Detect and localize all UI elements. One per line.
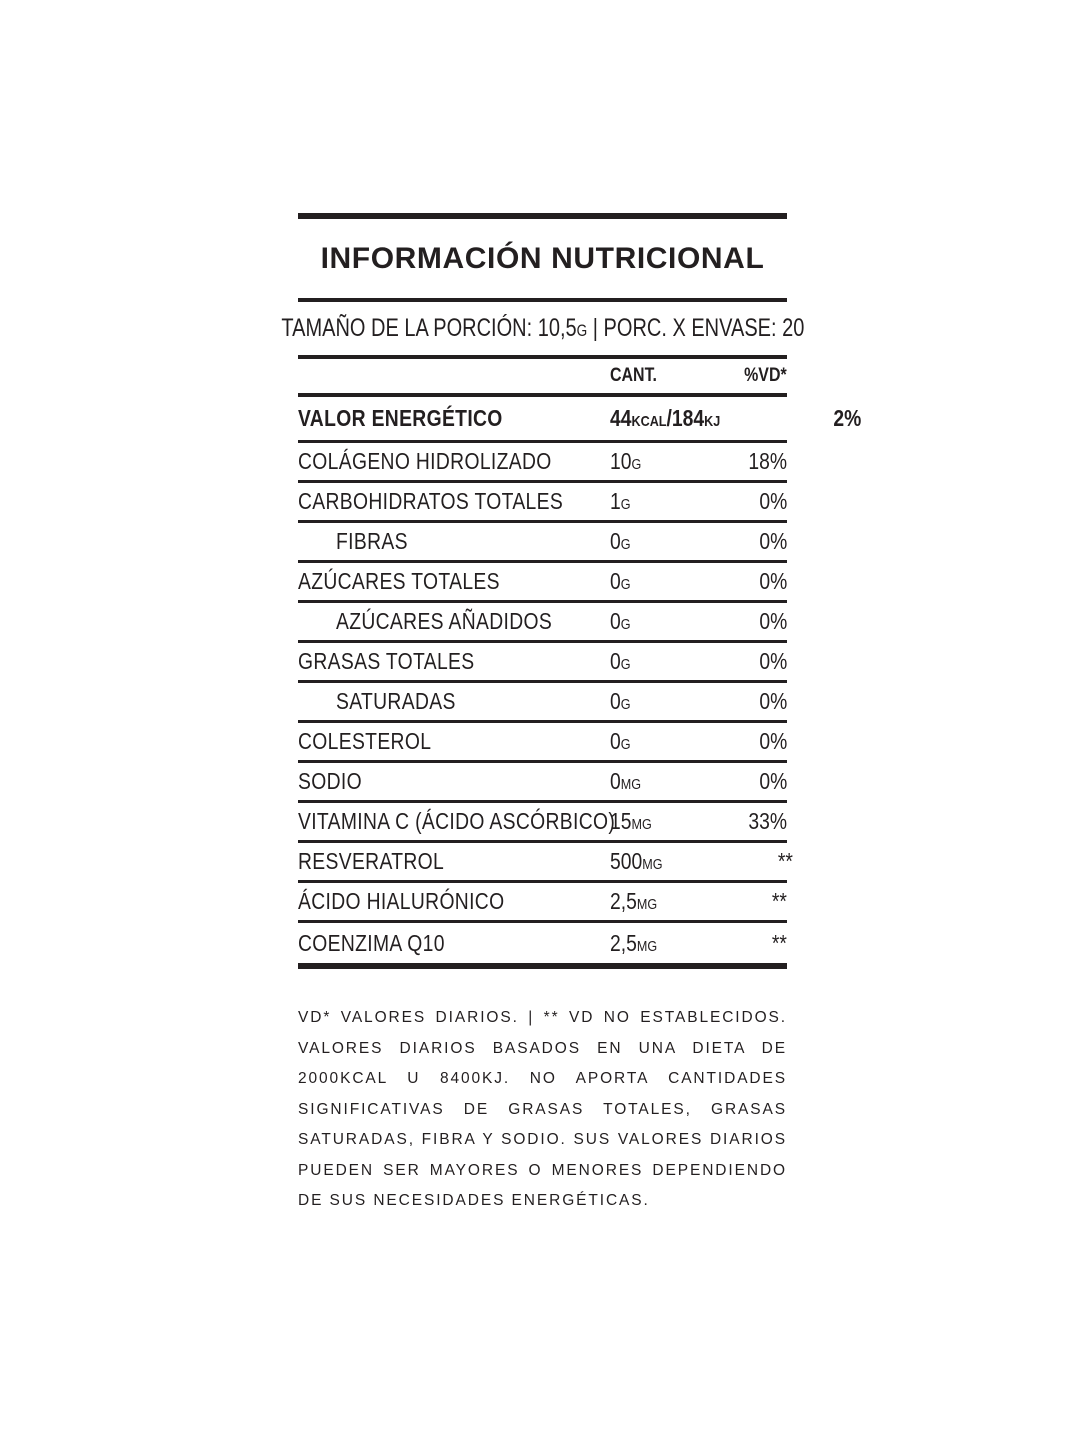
nutrient-amount-text [610, 405, 720, 432]
nutrient-label-text: COLÁGENO HIDROLIZADO [298, 448, 552, 474]
nutrient-amount-text [610, 728, 631, 755]
unit-text: KJ [704, 413, 721, 430]
nutrient-daily-value-text: 0% [759, 648, 787, 674]
nutrition-facts-panel [281, 213, 862, 1217]
value-text: 0 [610, 728, 621, 754]
nutrient-label-text: FIBRAS [336, 528, 408, 554]
nutrient-label [298, 648, 610, 675]
panel-title [298, 219, 787, 302]
value-text: | PORC. X ENVASE: 20 [586, 314, 805, 342]
value-text: 0 [610, 648, 621, 674]
nutrient-amount-text [610, 848, 663, 875]
nutrient-label-text: VALOR ENERGÉTICO [298, 405, 503, 431]
nutrient-daily-value [673, 848, 793, 875]
nutrient-daily-value-text: 0% [759, 768, 787, 794]
nutrient-daily-value [667, 568, 787, 595]
value-text: 0 [610, 688, 621, 714]
nutrient-daily-value [667, 930, 787, 957]
column-header-vd [667, 365, 787, 387]
table-header-row [298, 359, 787, 397]
nutrient-label [298, 488, 610, 515]
value-text: 0 [610, 528, 621, 554]
nutrient-amount [610, 488, 667, 515]
value-text: 500 [610, 848, 643, 874]
nutrient-amount-text [610, 930, 657, 957]
nutrient-amount [610, 448, 667, 475]
nutrient-daily-value [667, 648, 787, 675]
nutrient-amount-text [610, 608, 631, 635]
nutrient-daily-value [667, 688, 787, 715]
unit-text: MG [631, 816, 652, 833]
nutrient-daily-value-text: 0% [759, 608, 787, 634]
nutrient-amount [610, 568, 667, 595]
unit-text: G [620, 736, 631, 753]
table-row [298, 563, 787, 603]
panel-title-text: INFORMACIÓN NUTRICIONAL [320, 241, 765, 275]
nutrient-label [298, 568, 610, 595]
table-row [298, 683, 787, 723]
table-row [298, 397, 862, 443]
nutrient-amount [610, 405, 741, 432]
value-text: 0 [610, 568, 621, 594]
nutrient-label-text: CARBOHIDRATOS TOTALES [298, 488, 564, 514]
unit-text: G [631, 456, 642, 473]
nutrient-amount [610, 688, 667, 715]
column-header-vd-text: %VD* [744, 365, 787, 386]
nutrient-label-text: COLESTEROL [298, 728, 432, 754]
table-row [298, 523, 787, 563]
nutrient-label-text: ÁCIDO HIALURÓNICO [298, 888, 505, 914]
nutrient-label-text: SATURADAS [336, 688, 456, 714]
nutrient-amount [610, 728, 667, 755]
nutrient-label [298, 848, 610, 875]
nutrient-amount [610, 848, 673, 875]
nutrient-daily-value [667, 808, 787, 835]
nutrient-label [298, 528, 610, 555]
table-row [298, 443, 787, 483]
nutrient-daily-value [667, 768, 787, 795]
nutrient-amount-text [610, 528, 631, 555]
nutrient-amount-text [610, 768, 641, 795]
table-row [298, 603, 787, 643]
unit-text: G [620, 656, 631, 673]
nutrient-amount-text [610, 568, 631, 595]
nutrient-daily-value [667, 448, 787, 475]
nutrient-label-text: AZÚCARES AÑADIDOS [336, 608, 553, 634]
value-text: 10 [610, 448, 632, 474]
footnote: VD* VALORES DIARIOS. | ** VD NO ESTABLECIDOS. VALORES DIARIOS BASADOS EN UNA DIETA DE 2000KCAL U 8400KJ. NO APORTA CANTIDADES SIGNIFICATIVAS DE GRASAS TOTALES, GRASAS SATURADAS, FIBRA Y SODIO. SUS VALORES DIARIOS PUEDEN SER MAYORES O MENORES DEPENDIENDO DE SUS NECESIDADES ENERGÉTICAS. [298, 1009, 787, 1209]
nutrient-amount [610, 528, 667, 555]
nutrient-label-text: GRASAS TOTALES [298, 648, 475, 674]
nutrient-daily-value [667, 728, 787, 755]
unit-text: MG [620, 776, 642, 793]
value-text: /184 [666, 405, 705, 431]
table-row [298, 763, 787, 803]
nutrient-daily-value-text: ** [771, 929, 787, 956]
value-text: TAMAÑO DE LA PORCIÓN: 10,5 [281, 314, 577, 342]
nutrient-label [298, 930, 610, 957]
nutrient-daily-value-text: 33% [748, 808, 787, 834]
unit-text: MG [636, 937, 658, 955]
nutrient-daily-value-text: 0% [759, 728, 787, 754]
nutrient-amount [610, 930, 667, 957]
value-text: 0 [610, 608, 621, 634]
unit-text: G [620, 616, 631, 633]
serving-info-text [281, 314, 804, 343]
unit-text: G [576, 321, 587, 340]
nutrient-label-text: SODIO [298, 768, 362, 794]
nutrient-daily-value-text: 0% [759, 528, 787, 554]
table-row [298, 923, 787, 963]
nutrient-label [298, 688, 610, 715]
unit-text: G [620, 576, 631, 593]
unit-text: G [620, 696, 631, 713]
nutrient-label [298, 728, 610, 755]
column-header-cant [610, 365, 667, 387]
nutrient-daily-value-text: ** [777, 848, 793, 874]
nutrient-amount-text [610, 488, 631, 515]
nutrient-amount-text [610, 648, 631, 675]
value-text: 2,5 [610, 929, 637, 956]
nutrient-daily-value-text: 18% [748, 448, 787, 474]
nutrient-daily-value-text: 0% [759, 688, 787, 714]
table-row [298, 883, 787, 923]
table-body [298, 397, 862, 969]
nutrient-daily-value [741, 405, 861, 432]
nutrient-amount-text [610, 448, 641, 475]
nutrient-label [298, 405, 610, 432]
nutrient-label [298, 888, 610, 915]
unit-text: G [620, 536, 631, 553]
table-row [298, 723, 787, 763]
nutrient-daily-value [667, 888, 787, 915]
value-text: 0 [610, 768, 621, 794]
unit-text: MG [636, 896, 658, 913]
value-text: 44 [610, 405, 632, 431]
nutrient-label-text: AZÚCARES TOTALES [298, 568, 500, 594]
unit-text: G [620, 496, 631, 513]
nutrient-label-text: VITAMINA C (ÁCIDO ASCÓRBICO) [298, 808, 616, 834]
nutrient-amount [610, 808, 667, 835]
nutrient-amount-text [610, 808, 652, 835]
nutrient-label [298, 448, 610, 475]
nutrient-label-text: RESVERATROL [298, 848, 445, 874]
nutrient-label [298, 768, 610, 795]
table-row [298, 483, 787, 523]
table-row [298, 803, 787, 843]
unit-text: KCAL [631, 413, 667, 430]
nutrient-daily-value-text: 0% [759, 488, 787, 514]
nutrient-daily-value-text: 2% [833, 405, 862, 431]
value-text: 2,5 [610, 888, 637, 914]
nutrient-daily-value [667, 488, 787, 515]
nutrient-amount [610, 608, 667, 635]
nutrient-amount [610, 648, 667, 675]
nutrient-daily-value [667, 528, 787, 555]
value-text: 15 [610, 808, 632, 834]
nutrient-amount-text [610, 688, 631, 715]
nutrient-label [298, 608, 610, 635]
serving-info-row [281, 302, 805, 359]
table-row [298, 643, 787, 683]
nutrient-label-text: COENZIMA Q10 [298, 929, 445, 956]
nutrient-amount [610, 888, 667, 915]
column-header-cant-text: CANT. [610, 365, 658, 386]
nutrient-label [298, 808, 616, 835]
nutrient-daily-value [667, 608, 787, 635]
unit-text: MG [642, 856, 663, 873]
nutrient-daily-value-text: 0% [759, 568, 787, 594]
value-text: 1 [610, 488, 621, 514]
nutrient-daily-value-text: ** [771, 888, 787, 914]
nutrient-amount [610, 768, 667, 795]
table-row [298, 843, 793, 883]
nutrient-amount-text [610, 888, 657, 915]
